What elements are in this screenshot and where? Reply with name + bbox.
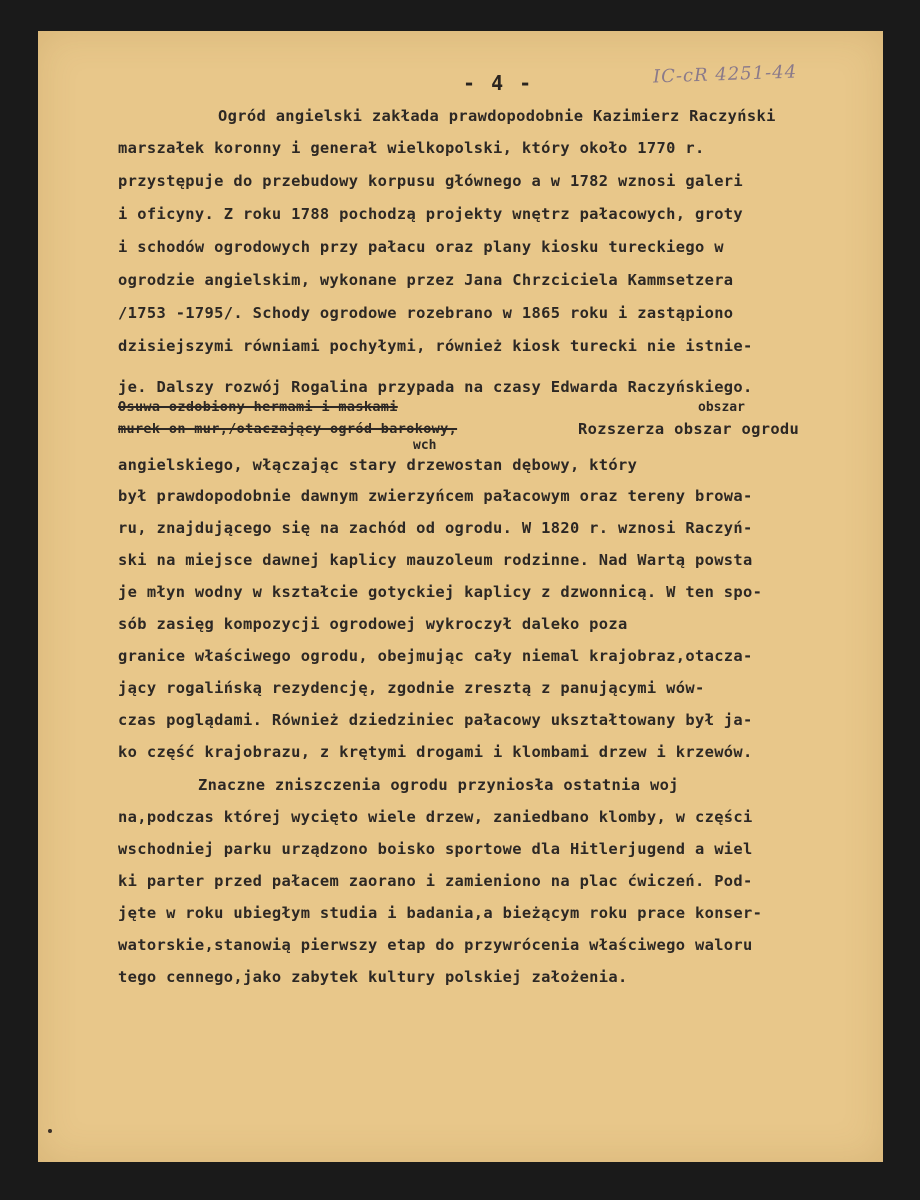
text-line: ki parter przed pałacem zaorano i zamieniono na plac ćwiczeń. Pod- [118,872,753,890]
text-line: czas poglądami. Również dziedziniec pałacowy ukształtowany był ja- [118,711,753,729]
text-line: je młyn wodny w kształcie gotyckiej kaplicy z dzwonnicą. W ten spo- [118,583,763,601]
document-page [38,31,883,1162]
text-line: był prawdopodobnie dawnym zwierzyńcem pałacowym oraz tereny browa- [118,487,753,505]
text-line: jący rogalińską rezydencję, zgodnie zresztą z panującymi wów- [118,679,705,697]
text-line: przystępuje do przebudowy korpusu głównego a w 1782 wznosi galeri [118,172,744,190]
inserted-word: wch [413,438,437,453]
page-number: - 4 - [463,71,534,95]
struck-line: Osuwa ozdobiony hermami i maskami [118,399,398,415]
text-line: marszałek koronny i generał wielkopolski, który około 1770 r. [118,139,705,157]
page-speck [48,1129,52,1133]
text-line: ogrodzie angielskim, wykonane przez Jana Chrzciciela Kammsetzera [118,271,734,289]
text-line: tego cennego,jako zabytek kultury polskiej założenia. [118,968,628,986]
text-line: Ogród angielski zakłada prawdopodobnie Kazimierz Raczyński [218,107,776,125]
text-line: angielskiego, włączając stary drzewostan dębowy, który [118,456,638,474]
text-line: Rozszerza obszar ogrodu [578,420,800,438]
text-line: granice właściwego ogrodu, obejmując cały niemal krajobraz,otacza- [118,647,753,665]
text-line: ski na miejsce dawnej kaplicy mauzoleum rodzinne. Nad Wartą powsta [118,551,753,569]
text-line: ru, znajdującego się na zachód od ogrodu. W 1820 r. wznosi Raczyń- [118,519,753,537]
text-line: na,podczas której wycięto wiele drzew, zaniedbano klomby, w części [118,808,753,826]
text-line: Znaczne zniszczenia ogrodu przyniosła ostatnia woj [198,776,679,794]
text-line: sób zasięg kompozycji ogrodowej wykroczył daleko poza [118,615,628,633]
archive-note: IC-cR 4251-44 [652,61,798,88]
text-line: je. Dalszy rozwój Rogalina przypada na czasy Edwarda Raczyńskiego. [118,378,753,396]
text-line: jęte w roku ubiegłym studia i badania,a bieżącym roku prace konser- [118,904,763,922]
text-line: i schodów ogrodowych przy pałacu oraz plany kiosku tureckiego w [118,238,724,256]
struck-line: murek on mur,/otaczający ogród barokowy, [118,421,458,437]
text-line: watorskie,stanowią pierwszy etap do przywrócenia właściwego waloru [118,936,753,954]
text-line: i oficyny. Z roku 1788 pochodzą projekty wnętrz pałacowych, groty [118,205,744,223]
inserted-word: obszar [698,400,745,415]
text-line: ko część krajobrazu, z krętymi drogami i klombami drzew i krzewów. [118,743,753,761]
text-line: dzisiejszymi równiami pochyłymi, również kiosk turecki nie istnie- [118,337,753,355]
text-line: /1753 -1795/. Schody ogrodowe rozebrano w 1865 roku i zastąpiono [118,304,734,322]
text-line: wschodniej parku urządzono boisko sportowe dla Hitlerjugend a wiel [118,840,753,858]
